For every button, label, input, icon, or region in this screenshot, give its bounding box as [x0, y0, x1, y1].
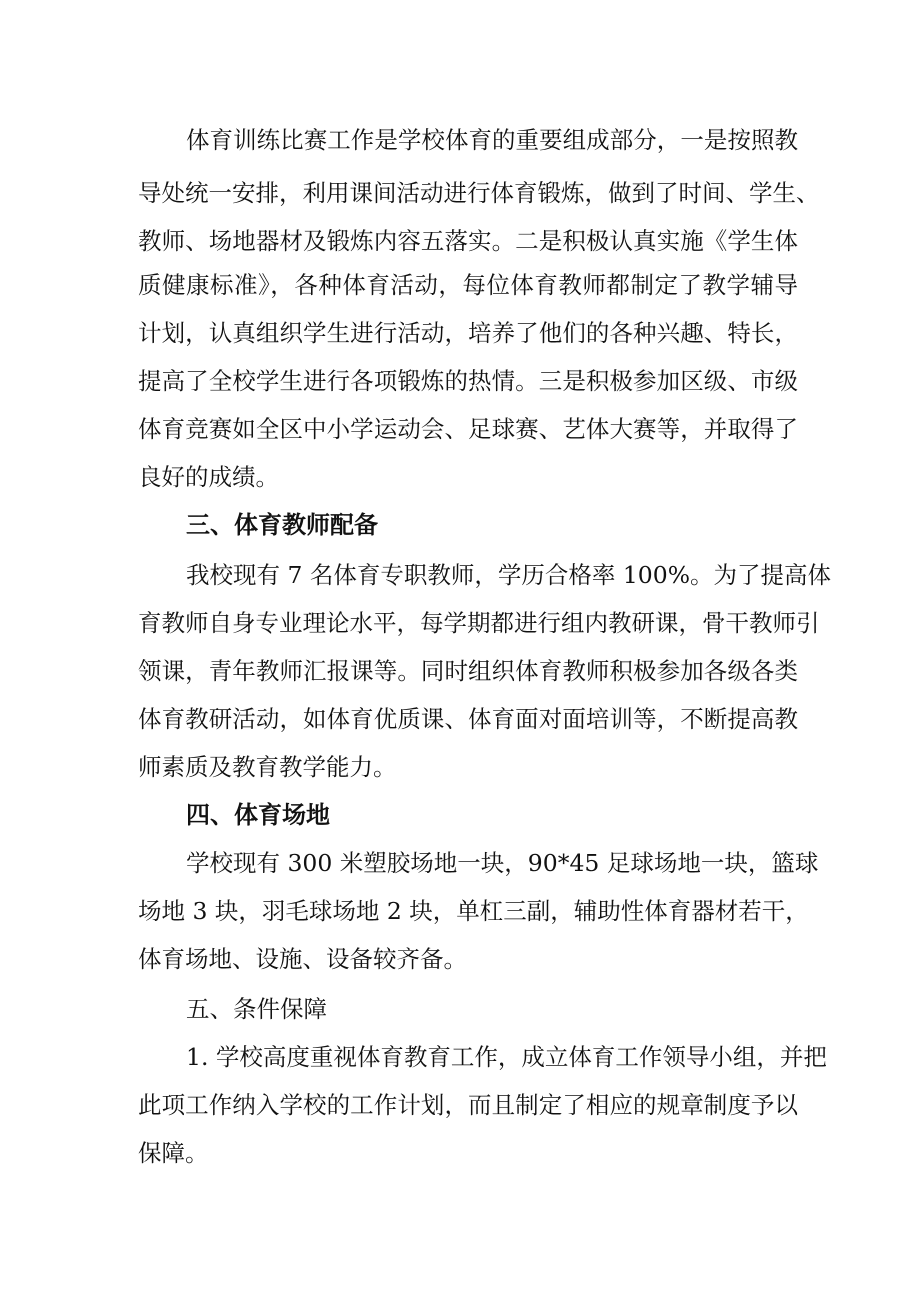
- paragraph-line: 此项工作纳入学校的工作计划，而且制定了相应的规章制度予以: [138, 1091, 798, 1119]
- paragraph-line: 体育训练比赛工作是学校体育的重要组成部分，一是按照教: [186, 126, 798, 154]
- paragraph-line: 提高了全校学生进行各项锻炼的热情。三是积极参加区级、市级: [138, 367, 798, 395]
- paragraph-line: 保障。: [138, 1139, 209, 1167]
- paragraph-line: 师素质及教育教学能力。: [138, 753, 397, 781]
- paragraph-line: 我校现有 7 名体育专职教师，学历合格率 100%。为了提高体: [186, 561, 832, 589]
- section-heading-conditions: 五、条件保障: [186, 995, 327, 1023]
- paragraph-line: 场地 3 块，羽毛球场地 2 块，单杠三副，辅助性体育器材若干，: [138, 897, 809, 925]
- paragraph-line: 体育场地、设施、设备较齐备。: [138, 945, 467, 973]
- paragraph-line: 体育竞赛如全区中小学运动会、足球赛、艺体大赛等，并取得了: [138, 415, 798, 443]
- paragraph-line: 计划，认真组织学生进行活动，培养了他们的各种兴趣、特长，: [138, 319, 798, 347]
- paragraph-line: 教师、场地器材及锻炼内容五落实。二是积极认真实施《学生体: [138, 227, 798, 255]
- paragraph-line: 质健康标准》，各种体育活动，每位体育教师都制定了教学辅导: [138, 271, 798, 299]
- paragraph-line: 良好的成绩。: [138, 463, 279, 491]
- section-heading-venues: 四、体育场地: [186, 801, 330, 829]
- paragraph-line: 1. 学校高度重视体育教育工作，成立体育工作领导小组，并把: [186, 1043, 827, 1071]
- paragraph-line: 育教师自身专业理论水平，每学期都进行组内教研课，骨干教师引: [138, 609, 820, 637]
- section-heading-teachers: 三、体育教师配备: [186, 511, 378, 539]
- paragraph-line: 学校现有 300 米塑胶场地一块，90*45 足球场地一块，篮球: [186, 849, 819, 877]
- paragraph-line: 导处统一安排，利用课间活动进行体育锻炼，做到了时间、学生、: [138, 179, 820, 207]
- paragraph-line: 领课，青年教师汇报课等。同时组织体育教师积极参加各级各类: [138, 657, 798, 685]
- paragraph-line: 体育教研活动，如体育优质课、体育面对面培训等，不断提高教: [138, 705, 798, 733]
